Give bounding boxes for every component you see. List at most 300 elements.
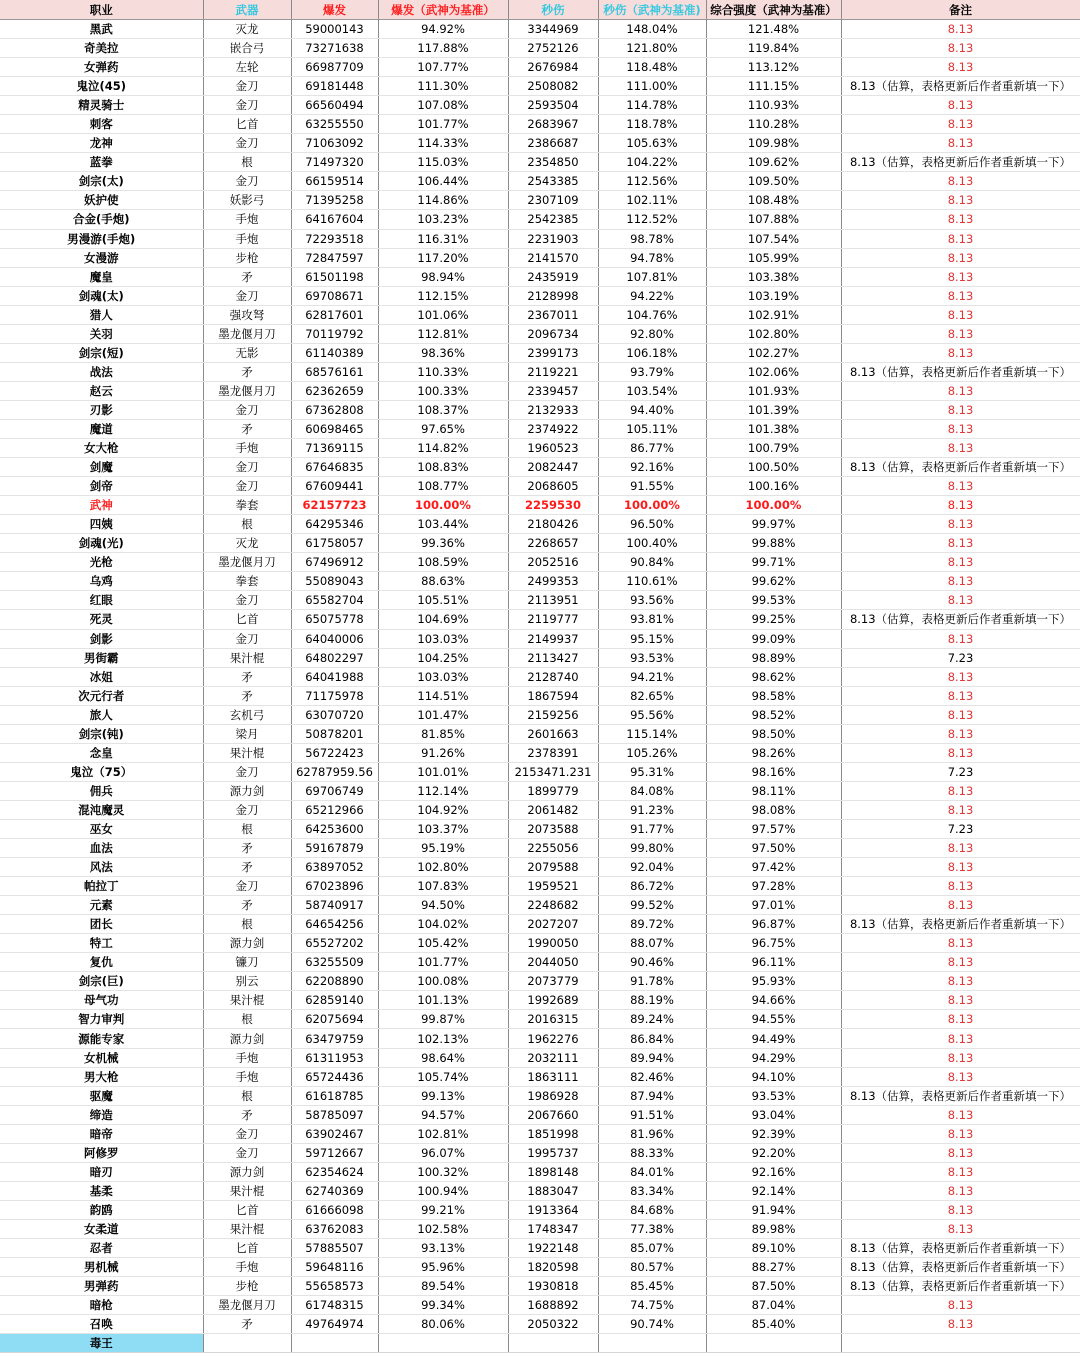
overall-cell[interactable]: 97.01% <box>706 896 841 915</box>
note-cell[interactable]: 8.13 <box>841 515 1080 534</box>
burst-cell[interactable]: 71063092 <box>291 134 378 153</box>
sec-pct-cell[interactable]: 94.40% <box>598 400 706 419</box>
job-cell[interactable]: 龙神 <box>0 134 203 153</box>
sec-cell[interactable]: 2073588 <box>508 819 598 838</box>
job-cell[interactable]: 鬼泣（75） <box>0 762 203 781</box>
burst-cell[interactable]: 63902467 <box>291 1124 378 1143</box>
job-cell[interactable]: 四姨 <box>0 515 203 534</box>
sec-pct-cell[interactable]: 105.63% <box>598 134 706 153</box>
note-cell[interactable]: 8.13 <box>841 39 1080 58</box>
weapon-cell[interactable]: 墨龙偃月刀 <box>203 324 291 343</box>
burst-pct-cell[interactable]: 115.03% <box>378 153 508 172</box>
overall-cell[interactable]: 103.19% <box>706 286 841 305</box>
overall-cell[interactable]: 102.06% <box>706 362 841 381</box>
overall-cell[interactable]: 92.20% <box>706 1143 841 1162</box>
overall-cell[interactable]: 92.14% <box>706 1181 841 1200</box>
weapon-cell[interactable]: 金刀 <box>203 800 291 819</box>
weapon-cell[interactable]: 矛 <box>203 1315 291 1334</box>
header-weapon[interactable]: 武器 <box>203 0 291 20</box>
sec-pct-cell[interactable]: 94.21% <box>598 667 706 686</box>
burst-pct-cell[interactable]: 100.00% <box>378 496 508 515</box>
sec-cell[interactable]: 1688892 <box>508 1296 598 1315</box>
sec-pct-cell[interactable]: 82.65% <box>598 686 706 705</box>
job-cell[interactable]: 驱魔 <box>0 1086 203 1105</box>
burst-pct-cell[interactable]: 107.83% <box>378 877 508 896</box>
overall-cell[interactable]: 107.54% <box>706 229 841 248</box>
overall-cell[interactable]: 107.88% <box>706 210 841 229</box>
note-cell[interactable]: 8.13 <box>841 858 1080 877</box>
job-cell[interactable]: 战法 <box>0 362 203 381</box>
burst-pct-cell[interactable]: 102.80% <box>378 858 508 877</box>
overall-cell[interactable]: 94.55% <box>706 1010 841 1029</box>
burst-cell[interactable]: 63070720 <box>291 705 378 724</box>
overall-cell[interactable]: 98.62% <box>706 667 841 686</box>
overall-cell[interactable]: 98.11% <box>706 781 841 800</box>
overall-cell[interactable]: 113.12% <box>706 58 841 77</box>
note-cell[interactable]: 8.13 <box>841 1296 1080 1315</box>
burst-pct-cell[interactable]: 114.51% <box>378 686 508 705</box>
burst-pct-cell[interactable]: 94.50% <box>378 896 508 915</box>
note-cell[interactable]: 8.13 <box>841 134 1080 153</box>
burst-pct-cell[interactable]: 98.94% <box>378 267 508 286</box>
sec-cell[interactable]: 1820598 <box>508 1258 598 1277</box>
weapon-cell[interactable]: 无影 <box>203 343 291 362</box>
weapon-cell[interactable]: 手炮 <box>203 229 291 248</box>
note-cell[interactable]: 8.13 <box>841 1067 1080 1086</box>
weapon-cell[interactable]: 金刀 <box>203 762 291 781</box>
note-cell[interactable]: 8.13 <box>841 248 1080 267</box>
burst-cell[interactable]: 61748315 <box>291 1296 378 1315</box>
burst-cell[interactable]: 63479759 <box>291 1029 378 1048</box>
note-cell[interactable]: 8.13 <box>841 400 1080 419</box>
weapon-cell[interactable]: 步枪 <box>203 248 291 267</box>
sec-cell[interactable]: 2268657 <box>508 534 598 553</box>
sec-cell[interactable]: 2044050 <box>508 953 598 972</box>
burst-pct-cell[interactable]: 81.85% <box>378 724 508 743</box>
burst-pct-cell[interactable]: 114.86% <box>378 191 508 210</box>
burst-pct-cell[interactable]: 110.33% <box>378 362 508 381</box>
note-cell[interactable]: 8.13 <box>841 1010 1080 1029</box>
sec-cell[interactable]: 2027207 <box>508 915 598 934</box>
overall-cell[interactable]: 110.93% <box>706 96 841 115</box>
job-cell[interactable]: 混沌魔灵 <box>0 800 203 819</box>
sec-cell[interactable]: 2683967 <box>508 115 598 134</box>
note-cell[interactable]: 8.13 <box>841 496 1080 515</box>
sec-cell[interactable]: 2050322 <box>508 1315 598 1334</box>
weapon-cell[interactable]: 源力剑 <box>203 1162 291 1181</box>
weapon-cell[interactable]: 果汁棍 <box>203 1181 291 1200</box>
sec-cell[interactable]: 2752126 <box>508 39 598 58</box>
sec-cell[interactable]: 2032111 <box>508 1048 598 1067</box>
weapon-cell[interactable]: 玄机弓 <box>203 705 291 724</box>
burst-cell[interactable]: 62859140 <box>291 991 378 1010</box>
note-cell[interactable]: 8.13（估算，表格更新后作者重新填一下） <box>841 77 1080 96</box>
burst-cell[interactable]: 65582704 <box>291 591 378 610</box>
weapon-cell[interactable]: 源力剑 <box>203 934 291 953</box>
burst-cell[interactable]: 61618785 <box>291 1086 378 1105</box>
burst-cell[interactable]: 62740369 <box>291 1181 378 1200</box>
note-cell[interactable]: 8.13 <box>841 20 1080 39</box>
sec-cell[interactable]: 1899779 <box>508 781 598 800</box>
note-cell[interactable]: 8.13 <box>841 705 1080 724</box>
note-cell[interactable]: 8.13（估算，表格更新后作者重新填一下） <box>841 610 1080 629</box>
sec-cell[interactable]: 2399173 <box>508 343 598 362</box>
sec-cell[interactable]: 2676984 <box>508 58 598 77</box>
sec-pct-cell[interactable]: 91.55% <box>598 477 706 496</box>
sec-cell[interactable]: 2153471.231 <box>508 762 598 781</box>
header-note[interactable]: 备注 <box>841 0 1080 20</box>
note-cell[interactable]: 8.13 <box>841 172 1080 191</box>
sec-cell[interactable]: 2255056 <box>508 839 598 858</box>
overall-cell[interactable]: 101.93% <box>706 381 841 400</box>
burst-cell[interactable]: 67362808 <box>291 400 378 419</box>
sec-cell[interactable]: 2149937 <box>508 629 598 648</box>
burst-cell[interactable]: 62817601 <box>291 305 378 324</box>
job-cell[interactable]: 刃影 <box>0 400 203 419</box>
sec-pct-cell[interactable]: 85.45% <box>598 1277 706 1296</box>
sec-cell[interactable]: 1962276 <box>508 1029 598 1048</box>
note-cell[interactable]: 8.13 <box>841 58 1080 77</box>
sec-cell[interactable]: 1851998 <box>508 1124 598 1143</box>
overall-cell[interactable]: 99.88% <box>706 534 841 553</box>
job-cell[interactable]: 魔道 <box>0 419 203 438</box>
overall-cell[interactable]: 99.97% <box>706 515 841 534</box>
burst-cell[interactable]: 71175978 <box>291 686 378 705</box>
sec-cell[interactable]: 2354850 <box>508 153 598 172</box>
sec-cell[interactable]: 2180426 <box>508 515 598 534</box>
burst-pct-cell[interactable]: 104.92% <box>378 800 508 819</box>
note-cell[interactable]: 8.13 <box>841 991 1080 1010</box>
note-cell[interactable]: 8.13 <box>841 305 1080 324</box>
note-cell[interactable]: 8.13 <box>841 896 1080 915</box>
note-cell[interactable]: 8.13 <box>841 800 1080 819</box>
overall-cell[interactable]: 100.79% <box>706 439 841 458</box>
job-cell[interactable]: 剑帝 <box>0 477 203 496</box>
burst-pct-cell[interactable]: 105.51% <box>378 591 508 610</box>
weapon-cell[interactable]: 金刀 <box>203 286 291 305</box>
note-cell[interactable]: 8.13 <box>841 1181 1080 1200</box>
sec-cell[interactable]: 2374922 <box>508 419 598 438</box>
sec-pct-cell[interactable]: 85.07% <box>598 1239 706 1258</box>
overall-cell[interactable]: 95.93% <box>706 972 841 991</box>
burst-cell[interactable]: 66987709 <box>291 58 378 77</box>
note-cell[interactable]: 8.13 <box>841 629 1080 648</box>
weapon-cell[interactable]: 墨龙偃月刀 <box>203 381 291 400</box>
sec-cell[interactable]: 1960523 <box>508 439 598 458</box>
note-cell[interactable]: 8.13 <box>841 1143 1080 1162</box>
burst-pct-cell[interactable]: 102.81% <box>378 1124 508 1143</box>
burst-pct-cell[interactable]: 99.87% <box>378 1010 508 1029</box>
burst-pct-cell[interactable]: 93.13% <box>378 1239 508 1258</box>
sec-pct-cell[interactable]: 105.26% <box>598 743 706 762</box>
note-cell[interactable]: 8.13 <box>841 686 1080 705</box>
job-cell[interactable]: 女机械 <box>0 1048 203 1067</box>
sec-cell[interactable]: 2096734 <box>508 324 598 343</box>
burst-cell[interactable]: 67609441 <box>291 477 378 496</box>
sec-pct-cell[interactable]: 93.79% <box>598 362 706 381</box>
burst-pct-cell[interactable]: 101.06% <box>378 305 508 324</box>
burst-pct-cell[interactable]: 103.44% <box>378 515 508 534</box>
job-cell[interactable]: 妖护使 <box>0 191 203 210</box>
job-cell[interactable]: 剑魂(太) <box>0 286 203 305</box>
burst-pct-cell[interactable]: 98.36% <box>378 343 508 362</box>
burst-pct-cell[interactable]: 102.13% <box>378 1029 508 1048</box>
job-cell[interactable]: 团长 <box>0 915 203 934</box>
burst-cell[interactable]: 64253600 <box>291 819 378 838</box>
burst-pct-cell[interactable]: 104.69% <box>378 610 508 629</box>
weapon-cell[interactable]: 别云 <box>203 972 291 991</box>
sec-cell[interactable]: 1922148 <box>508 1239 598 1258</box>
note-cell[interactable]: 8.13 <box>841 934 1080 953</box>
weapon-cell[interactable]: 金刀 <box>203 877 291 896</box>
weapon-cell[interactable]: 果汁棍 <box>203 991 291 1010</box>
sec-cell[interactable]: 2132933 <box>508 400 598 419</box>
weapon-cell[interactable]: 手炮 <box>203 1258 291 1277</box>
sec-cell[interactable]: 1986928 <box>508 1086 598 1105</box>
weapon-cell[interactable]: 矛 <box>203 858 291 877</box>
weapon-cell[interactable]: 金刀 <box>203 172 291 191</box>
weapon-cell[interactable]: 步枪 <box>203 1277 291 1296</box>
burst-cell[interactable]: 56722423 <box>291 743 378 762</box>
sec-pct-cell[interactable]: 92.80% <box>598 324 706 343</box>
sec-cell[interactable]: 2128740 <box>508 667 598 686</box>
burst-pct-cell[interactable]: 103.03% <box>378 629 508 648</box>
burst-pct-cell[interactable]: 96.07% <box>378 1143 508 1162</box>
weapon-cell[interactable]: 矛 <box>203 896 291 915</box>
sec-cell[interactable]: 2119221 <box>508 362 598 381</box>
burst-pct-cell[interactable]: 117.20% <box>378 248 508 267</box>
overall-cell[interactable]: 100.16% <box>706 477 841 496</box>
burst-pct-cell[interactable]: 117.88% <box>378 39 508 58</box>
job-cell[interactable]: 念皇 <box>0 743 203 762</box>
note-cell[interactable]: 8.13 <box>841 191 1080 210</box>
overall-cell[interactable]: 94.66% <box>706 991 841 1010</box>
burst-pct-cell[interactable]: 100.94% <box>378 1181 508 1200</box>
burst-pct-cell[interactable]: 112.15% <box>378 286 508 305</box>
note-cell[interactable]: 8.13 <box>841 1048 1080 1067</box>
burst-pct-cell[interactable]: 103.23% <box>378 210 508 229</box>
overall-cell[interactable]: 102.91% <box>706 305 841 324</box>
sec-cell[interactable]: 1930818 <box>508 1277 598 1296</box>
sec-cell[interactable]: 1992689 <box>508 991 598 1010</box>
burst-cell[interactable]: 64654256 <box>291 915 378 934</box>
burst-cell[interactable]: 59648116 <box>291 1258 378 1277</box>
overall-cell[interactable]: 98.50% <box>706 724 841 743</box>
weapon-cell[interactable]: 左轮 <box>203 58 291 77</box>
sec-pct-cell[interactable]: 88.33% <box>598 1143 706 1162</box>
sec-pct-cell[interactable]: 91.78% <box>598 972 706 991</box>
burst-pct-cell[interactable]: 101.13% <box>378 991 508 1010</box>
overall-cell[interactable]: 121.48% <box>706 20 841 39</box>
weapon-cell[interactable]: 源力剑 <box>203 1029 291 1048</box>
note-cell[interactable] <box>841 1334 1080 1353</box>
weapon-cell[interactable]: 矛 <box>203 667 291 686</box>
overall-cell[interactable]: 89.98% <box>706 1219 841 1238</box>
burst-pct-cell[interactable]: 112.14% <box>378 781 508 800</box>
burst-pct-cell[interactable]: 95.96% <box>378 1258 508 1277</box>
note-cell[interactable]: 8.13 <box>841 343 1080 362</box>
burst-cell[interactable]: 62362659 <box>291 381 378 400</box>
weapon-cell[interactable]: 匕首 <box>203 1239 291 1258</box>
overall-cell[interactable]: 88.27% <box>706 1258 841 1277</box>
weapon-cell[interactable]: 手炮 <box>203 439 291 458</box>
sec-cell[interactable]: 2593504 <box>508 96 598 115</box>
header-overall[interactable]: 综合强度（武神为基准） <box>706 0 841 20</box>
sec-pct-cell[interactable]: 92.04% <box>598 858 706 877</box>
sec-pct-cell[interactable]: 86.77% <box>598 439 706 458</box>
burst-cell[interactable]: 58785097 <box>291 1105 378 1124</box>
sec-pct-cell[interactable]: 95.31% <box>598 762 706 781</box>
overall-cell[interactable]: 109.98% <box>706 134 841 153</box>
sec-pct-cell[interactable]: 84.01% <box>598 1162 706 1181</box>
job-cell[interactable]: 旅人 <box>0 705 203 724</box>
job-cell[interactable]: 次元行者 <box>0 686 203 705</box>
overall-cell[interactable]: 87.50% <box>706 1277 841 1296</box>
burst-pct-cell[interactable]: 105.42% <box>378 934 508 953</box>
sec-pct-cell[interactable]: 95.15% <box>598 629 706 648</box>
note-cell[interactable]: 8.13 <box>841 591 1080 610</box>
burst-pct-cell[interactable]: 114.33% <box>378 134 508 153</box>
weapon-cell[interactable]: 梁月 <box>203 724 291 743</box>
note-cell[interactable]: 8.13 <box>841 381 1080 400</box>
burst-pct-cell[interactable]: 114.82% <box>378 439 508 458</box>
sec-pct-cell[interactable]: 74.75% <box>598 1296 706 1315</box>
burst-pct-cell[interactable]: 99.13% <box>378 1086 508 1105</box>
note-cell[interactable]: 7.23 <box>841 648 1080 667</box>
job-cell[interactable]: 召唤 <box>0 1315 203 1334</box>
job-cell[interactable]: 母气功 <box>0 991 203 1010</box>
note-cell[interactable]: 8.13 <box>841 572 1080 591</box>
job-cell[interactable]: 乌鸡 <box>0 572 203 591</box>
weapon-cell[interactable]: 墨龙偃月刀 <box>203 1296 291 1315</box>
job-cell[interactable]: 智力审判 <box>0 1010 203 1029</box>
job-cell[interactable]: 女柔道 <box>0 1219 203 1238</box>
burst-cell[interactable]: 66560494 <box>291 96 378 115</box>
burst-cell[interactable]: 58740917 <box>291 896 378 915</box>
job-cell[interactable]: 男机械 <box>0 1258 203 1277</box>
sec-pct-cell[interactable]: 93.53% <box>598 648 706 667</box>
job-cell[interactable]: 男漫游(手炮) <box>0 229 203 248</box>
weapon-cell[interactable]: 金刀 <box>203 1124 291 1143</box>
burst-pct-cell[interactable]: 89.54% <box>378 1277 508 1296</box>
weapon-cell[interactable]: 灭龙 <box>203 534 291 553</box>
sec-cell[interactable]: 2159256 <box>508 705 598 724</box>
job-cell[interactable]: 特工 <box>0 934 203 953</box>
overall-cell[interactable]: 87.04% <box>706 1296 841 1315</box>
sec-cell[interactable]: 2499353 <box>508 572 598 591</box>
overall-cell[interactable]: 93.53% <box>706 1086 841 1105</box>
weapon-cell[interactable]: 金刀 <box>203 629 291 648</box>
overall-cell[interactable]: 99.53% <box>706 591 841 610</box>
job-cell[interactable]: 剑宗(巨) <box>0 972 203 991</box>
sec-cell[interactable]: 2141570 <box>508 248 598 267</box>
sec-cell[interactable]: 2386687 <box>508 134 598 153</box>
burst-cell[interactable]: 65724436 <box>291 1067 378 1086</box>
burst-cell[interactable]: 60698465 <box>291 419 378 438</box>
job-cell[interactable]: 死灵 <box>0 610 203 629</box>
burst-pct-cell[interactable]: 107.77% <box>378 58 508 77</box>
sec-cell[interactable]: 2052516 <box>508 553 598 572</box>
note-cell[interactable]: 8.13（估算，表格更新后作者重新填一下） <box>841 1258 1080 1277</box>
job-cell[interactable]: 阿修罗 <box>0 1143 203 1162</box>
job-cell[interactable]: 佣兵 <box>0 781 203 800</box>
weapon-cell[interactable]: 金刀 <box>203 96 291 115</box>
weapon-cell[interactable]: 根 <box>203 153 291 172</box>
sec-pct-cell[interactable]: 81.96% <box>598 1124 706 1143</box>
overall-cell[interactable]: 94.10% <box>706 1067 841 1086</box>
burst-cell[interactable]: 63762083 <box>291 1219 378 1238</box>
job-cell[interactable]: 暗帝 <box>0 1124 203 1143</box>
sec-cell[interactable]: 1748347 <box>508 1219 598 1238</box>
sec-cell[interactable]: 2073779 <box>508 972 598 991</box>
burst-pct-cell[interactable]: 104.25% <box>378 648 508 667</box>
job-cell[interactable]: 刺客 <box>0 115 203 134</box>
overall-cell[interactable]: 98.89% <box>706 648 841 667</box>
weapon-cell[interactable]: 金刀 <box>203 458 291 477</box>
sec-pct-cell[interactable]: 89.72% <box>598 915 706 934</box>
weapon-cell[interactable]: 源力剑 <box>203 781 291 800</box>
weapon-cell[interactable] <box>203 1334 291 1353</box>
sec-pct-cell[interactable]: 114.78% <box>598 96 706 115</box>
job-cell[interactable]: 女漫游 <box>0 248 203 267</box>
burst-pct-cell[interactable]: 101.77% <box>378 115 508 134</box>
sec-pct-cell[interactable]: 100.00% <box>598 496 706 515</box>
sec-pct-cell[interactable]: 104.76% <box>598 305 706 324</box>
sec-pct-cell[interactable]: 87.94% <box>598 1086 706 1105</box>
burst-cell[interactable]: 72293518 <box>291 229 378 248</box>
sec-pct-cell[interactable]: 96.50% <box>598 515 706 534</box>
note-cell[interactable]: 8.13（估算，表格更新后作者重新填一下） <box>841 458 1080 477</box>
burst-pct-cell[interactable]: 107.08% <box>378 96 508 115</box>
sec-cell[interactable]: 1898148 <box>508 1162 598 1181</box>
burst-pct-cell[interactable]: 95.19% <box>378 839 508 858</box>
note-cell[interactable]: 8.13 <box>841 877 1080 896</box>
note-cell[interactable]: 8.13（估算，表格更新后作者重新填一下） <box>841 1239 1080 1258</box>
sec-pct-cell[interactable]: 105.11% <box>598 419 706 438</box>
sec-pct-cell[interactable]: 110.61% <box>598 572 706 591</box>
weapon-cell[interactable]: 果汁棍 <box>203 743 291 762</box>
burst-cell[interactable]: 71395258 <box>291 191 378 210</box>
burst-pct-cell[interactable] <box>378 1334 508 1353</box>
burst-pct-cell[interactable]: 80.06% <box>378 1315 508 1334</box>
overall-cell[interactable]: 92.39% <box>706 1124 841 1143</box>
note-cell[interactable]: 8.13 <box>841 324 1080 343</box>
sec-cell[interactable]: 3344969 <box>508 20 598 39</box>
burst-pct-cell[interactable]: 91.26% <box>378 743 508 762</box>
note-cell[interactable]: 8.13 <box>841 1105 1080 1124</box>
note-cell[interactable]: 8.13 <box>841 839 1080 858</box>
header-burst-pct[interactable]: 爆发（武神为基准） <box>378 0 508 20</box>
sec-pct-cell[interactable]: 99.52% <box>598 896 706 915</box>
weapon-cell[interactable]: 镰刀 <box>203 953 291 972</box>
note-cell[interactable]: 8.13 <box>841 439 1080 458</box>
overall-cell[interactable]: 101.38% <box>706 419 841 438</box>
note-cell[interactable]: 8.13 <box>841 1162 1080 1181</box>
job-cell[interactable]: 血法 <box>0 839 203 858</box>
burst-cell[interactable]: 55089043 <box>291 572 378 591</box>
job-cell[interactable]: 帕拉丁 <box>0 877 203 896</box>
note-cell[interactable]: 8.13（估算，表格更新后作者重新填一下） <box>841 1277 1080 1296</box>
sec-cell[interactable]: 1990050 <box>508 934 598 953</box>
overall-cell[interactable]: 97.50% <box>706 839 841 858</box>
sec-pct-cell[interactable]: 100.40% <box>598 534 706 553</box>
overall-cell[interactable]: 119.84% <box>706 39 841 58</box>
weapon-cell[interactable]: 手炮 <box>203 1048 291 1067</box>
burst-pct-cell[interactable]: 105.74% <box>378 1067 508 1086</box>
burst-cell[interactable]: 67496912 <box>291 553 378 572</box>
job-cell[interactable]: 源能专家 <box>0 1029 203 1048</box>
job-cell[interactable]: 剑宗(太) <box>0 172 203 191</box>
